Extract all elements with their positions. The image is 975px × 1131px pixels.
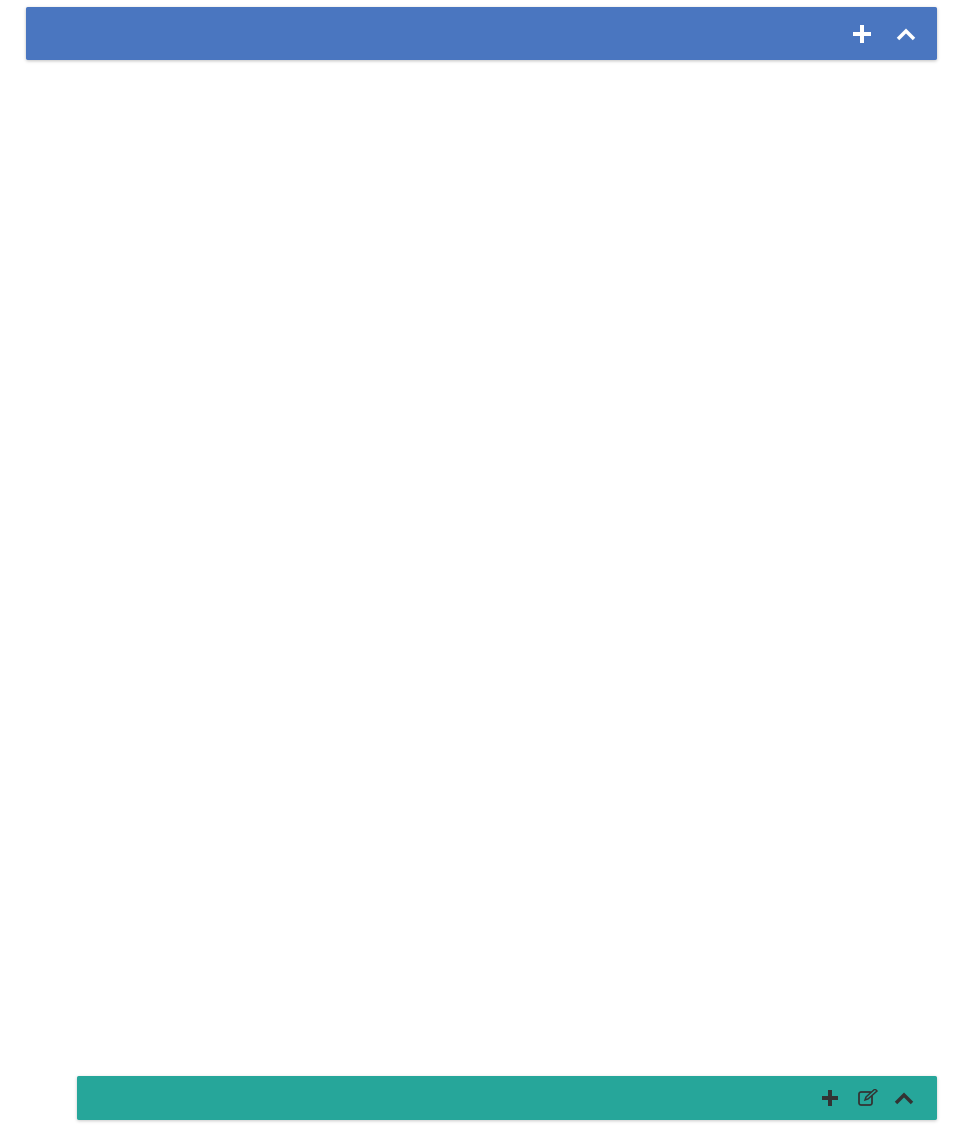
group-packages bbox=[77, 1076, 937, 1120]
edit-icon[interactable] bbox=[858, 1088, 878, 1108]
rental-groups-header bbox=[26, 7, 937, 60]
add-plus-icon[interactable] bbox=[820, 1088, 840, 1108]
collapse-chevron-up-icon[interactable] bbox=[895, 23, 917, 45]
collapse-chevron-up-icon[interactable] bbox=[893, 1088, 915, 1108]
add-group-plus-icon[interactable] bbox=[851, 23, 873, 45]
